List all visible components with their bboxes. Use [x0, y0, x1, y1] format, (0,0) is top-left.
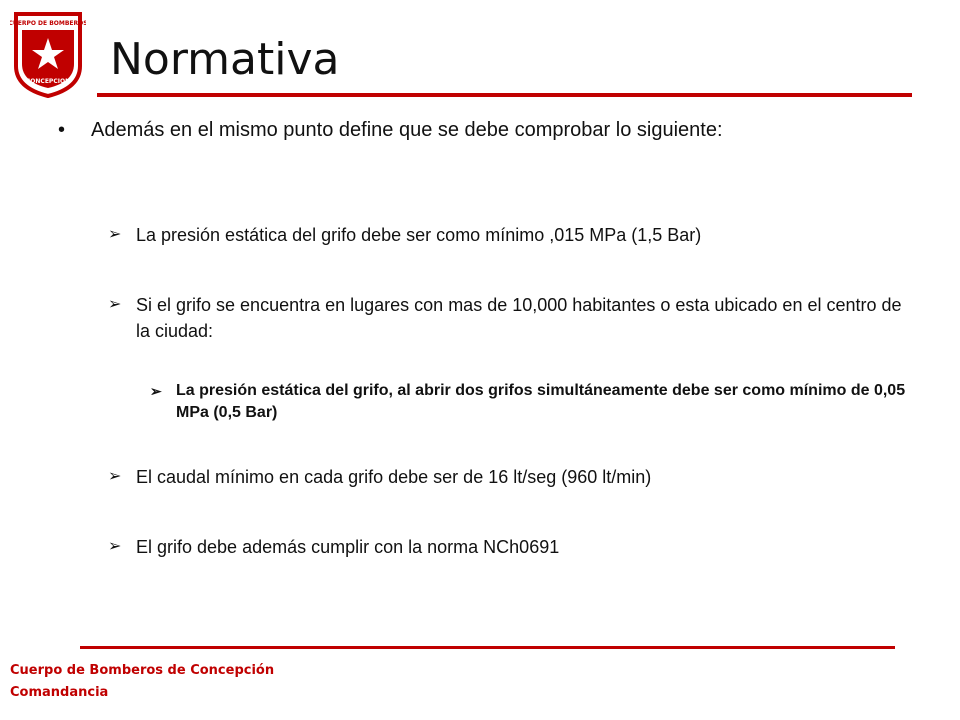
- footer-department: Comandancia: [10, 685, 109, 700]
- list-item-text: El caudal mínimo en cada grifo debe ser de 16 lt/seg (960 lt/min): [136, 467, 652, 487]
- nested-list-item-text: La presión estática del grifo, al abrir dos grifos simultáneamente debe ser como mínimo de 0,05 MPa (0,5 Bar): [176, 382, 906, 421]
- footer-organization: Cuerpo de Bomberos de Concepción: [10, 663, 275, 678]
- list-item: [108, 534, 908, 560]
- list-item-text: La presión estática del grifo debe ser como mínimo ,015 MPa (1,5 Bar): [136, 225, 702, 245]
- nested-list-item: [150, 380, 910, 424]
- fire-department-logo: [10, 8, 86, 100]
- footer: [10, 660, 274, 704]
- bullet-marker: •: [58, 119, 66, 141]
- main-bullet: [58, 115, 858, 145]
- list-item-text: Si el grifo se encuentra en lugares con mas de 10,000 habitantes o esta ubicado en el centro de la ciudad:: [136, 295, 902, 341]
- arrow-bullet-icon: ➢: [108, 538, 122, 555]
- footer-divider: [80, 646, 895, 649]
- title-underline: [97, 93, 912, 97]
- arrow-bullet-icon: ➢: [150, 383, 162, 399]
- svg-text:CUERPO DE BOMBEROS: CUERPO DE BOMBEROS: [10, 20, 86, 27]
- page-title: Normativa: [110, 34, 340, 85]
- arrow-bullet-icon: ➢: [108, 296, 122, 313]
- svg-text:CONCEPCION: CONCEPCION: [25, 78, 71, 85]
- main-bullet-text: Además en el mismo punto define que se debe comprobar lo siguiente:: [91, 119, 723, 141]
- list-item: [108, 292, 908, 344]
- list-item: [108, 222, 908, 248]
- list-item-text: El grifo debe además cumplir con la norma NCh0691: [136, 537, 560, 557]
- arrow-bullet-icon: ➢: [108, 468, 122, 485]
- list-item: [108, 464, 908, 490]
- arrow-bullet-icon: ➢: [108, 226, 122, 243]
